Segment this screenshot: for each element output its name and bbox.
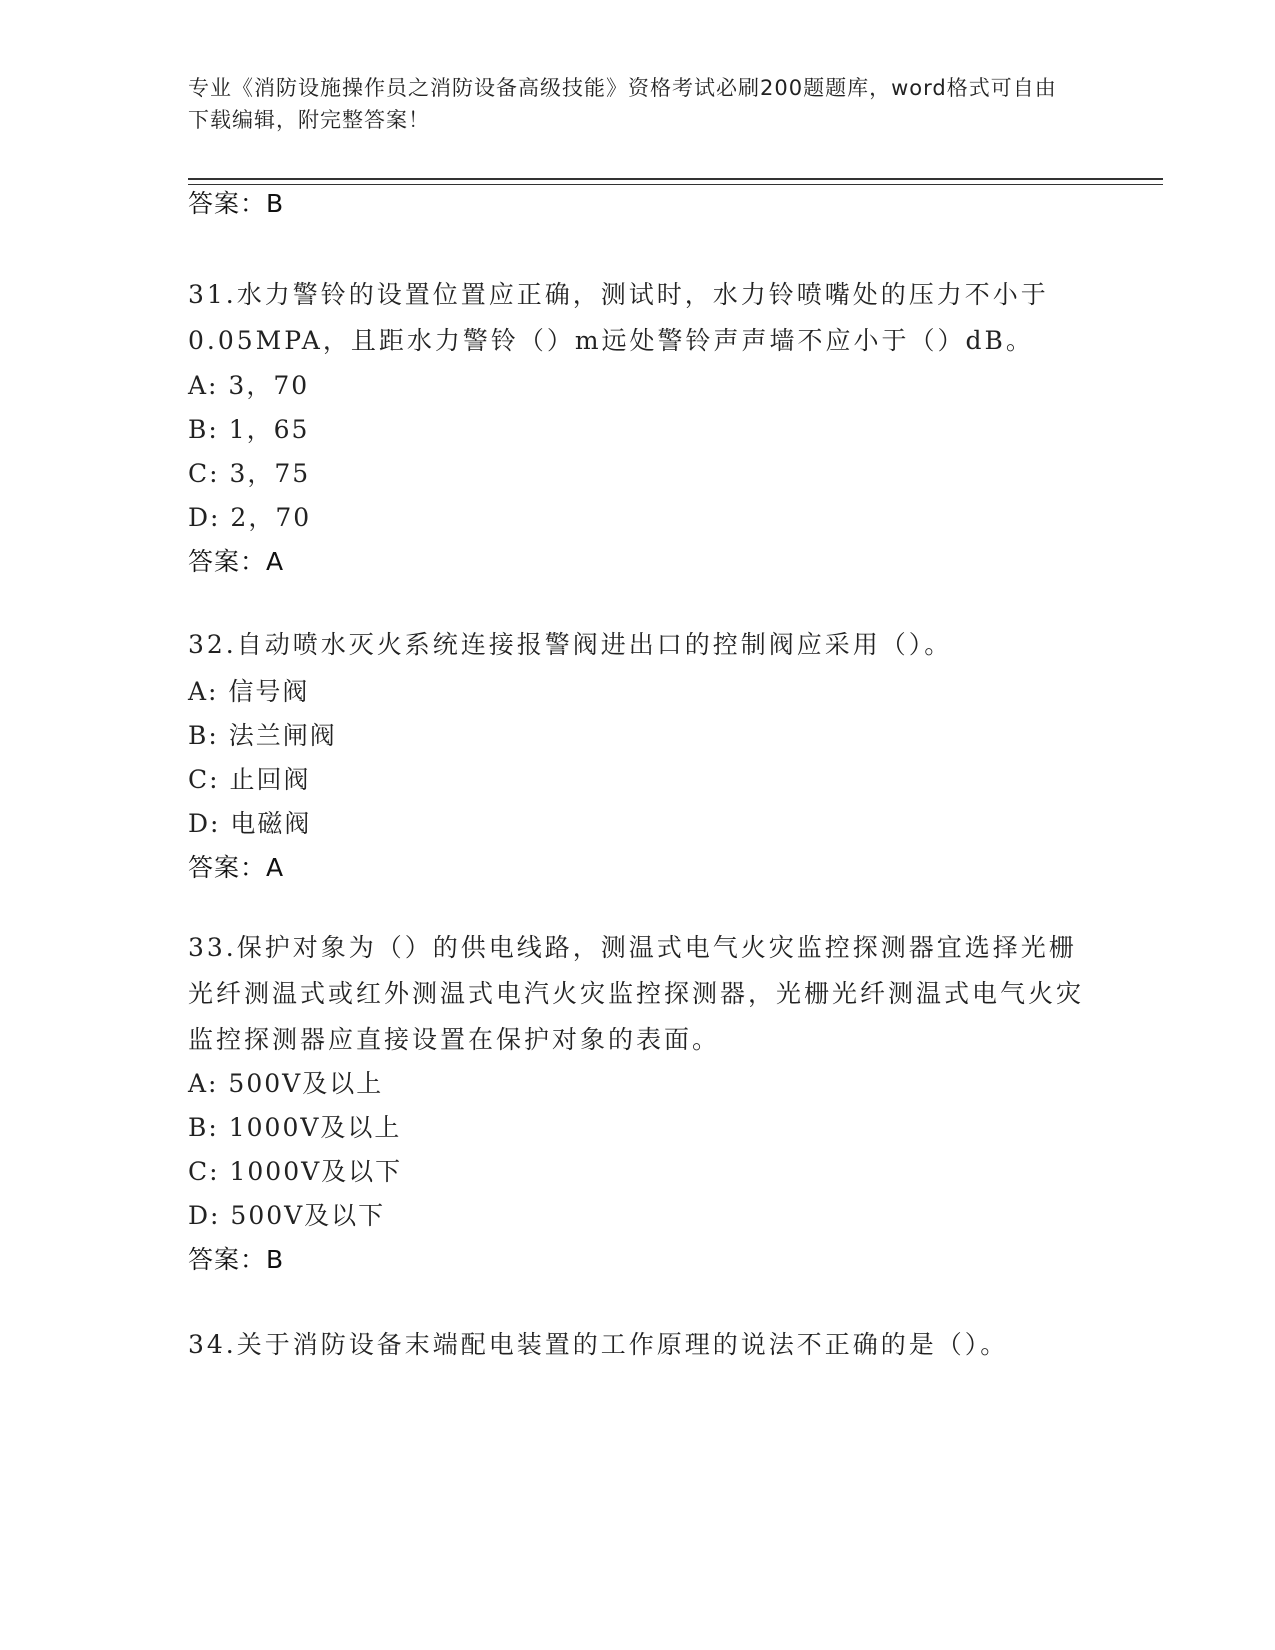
question-31-option-a: A: 3，70 [188,371,310,400]
question-32-text: 32.自动喷水灭火系统连接报警阀进出口的控制阀应采用（）。 [188,630,953,659]
header-divider-thick [188,178,1163,180]
question-33-option-a: A: 500V及以上 [188,1069,384,1098]
document-header: 专业《消防设施操作员之消防设备高级技能》资格考试必刷200题题库，word格式可自由下载编辑，附完整答案！ [188,76,1057,132]
question-31-option-b: B: 1，65 [188,415,310,444]
question-31-option-c: C: 3，75 [188,459,311,488]
question-31-option-d: D: 2，70 [188,503,312,532]
question-32-option-d: D: 电磁阀 [188,809,312,838]
question-32-option-a: A: 信号阀 [188,677,310,706]
question-33-option-b: B: 1000V及以上 [188,1113,402,1142]
question-31-answer: 答案：A [188,547,285,576]
question-33-option-c: C: 1000V及以下 [188,1157,403,1186]
question-33-text: 33.保护对象为（）的供电线路，测温式电气火灾监控探测器宜选择光栅光纤测温式或红外测温式电汽火灾监控探测器，光栅光纤测温式电气火灾监控探测器应直接设置在保护对象的表面。 [188,933,1085,1054]
previous-answer: 答案：B [188,189,285,218]
question-32-option-c: C: 止回阀 [188,765,311,794]
question-31-text: 31.水力警铃的设置位置应正确，测试时，水力铃喷嘴处的压力不小于0.05MPA，且距水力警铃（）m远处警铃声声墙不应小于（）dB。 [188,280,1049,355]
header-divider-thin [188,184,1163,185]
question-34-text: 34.关于消防设备末端配电装置的工作原理的说法不正确的是（）。 [188,1330,1009,1359]
question-32-option-b: B: 法兰闸阀 [188,721,337,750]
question-32-answer: 答案：A [188,853,285,882]
question-33-option-d: D: 500V及以下 [188,1201,386,1230]
question-33-answer: 答案：B [188,1245,285,1274]
